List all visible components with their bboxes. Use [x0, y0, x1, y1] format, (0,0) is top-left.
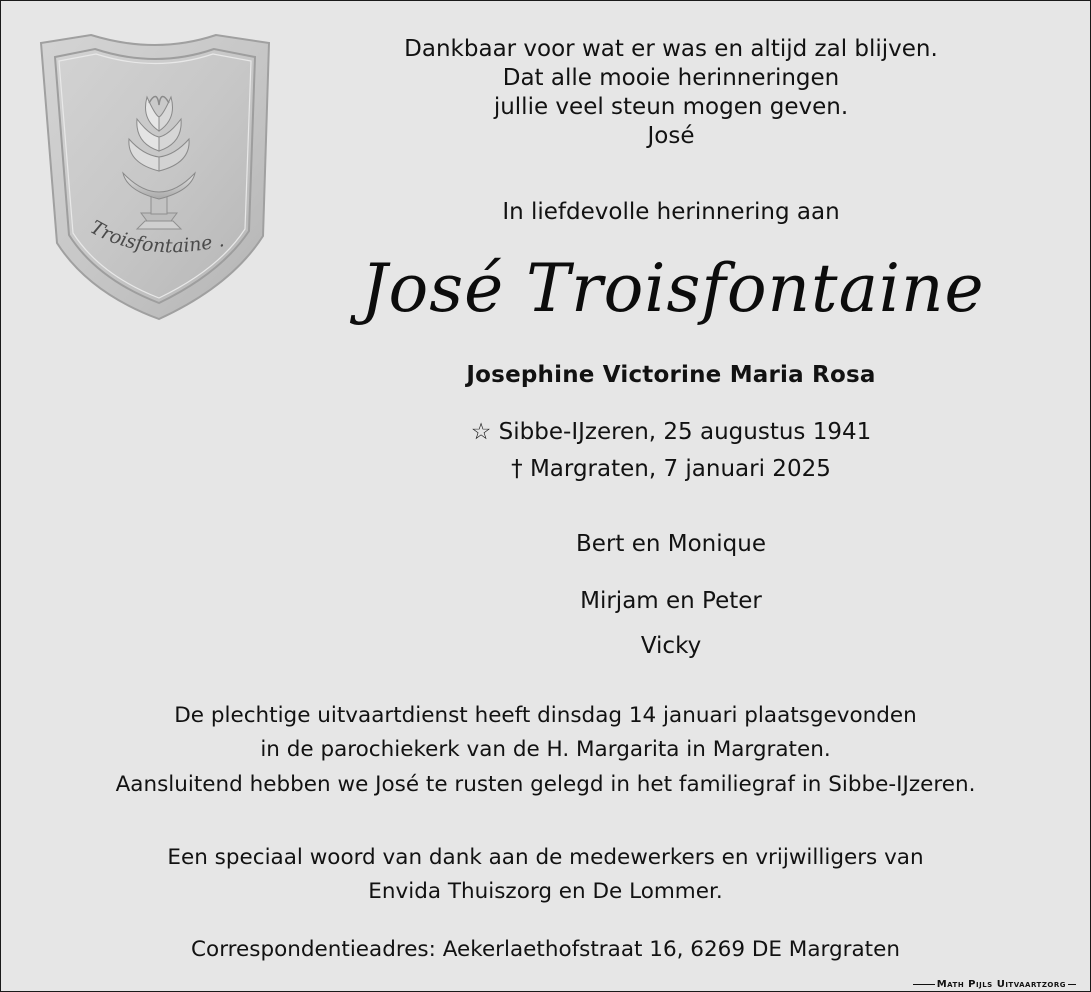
service-line-1: De plechtige uitvaartdienst heeft dinsdag 14 januari plaatsgevonden	[174, 703, 917, 728]
thanks-line-1: Een speciaal woord van dank aan de medewerkers en vrijwilligers van	[167, 845, 924, 870]
correspondence-address: Correspondentieadres: Aekerlaethofstraat 16, 6269 DE Margraten	[191, 937, 900, 962]
given-names: Josephine Victorine Maria Rosa	[466, 362, 876, 388]
crest-inscription: Troisfontaine .	[86, 216, 227, 258]
verse-line-1: Dankbaar voor wat er was en altijd zal blijven.	[404, 36, 938, 62]
verse-signature: José	[647, 123, 695, 149]
verse-line-2: Dat alle mooie herinneringen	[502, 65, 840, 91]
birth-line: ☆ Sibbe-IJzeren, 25 augustus 1941	[470, 419, 872, 445]
family-line-2: Mirjam en Peter	[580, 588, 762, 614]
verse-line-3: jullie veel steun mogen geven.	[493, 94, 849, 120]
family-line-1: Bert en Monique	[576, 531, 766, 557]
family-line-3: Vicky	[640, 633, 702, 659]
funeral-home-brand: Math Pijls Uitvaartzorg	[913, 979, 1076, 990]
deceased-name: José Troisfontaine	[361, 250, 985, 327]
memorial-intro: In liefdevolle herinnering aan	[502, 199, 840, 225]
service-line-3: Aansluitend hebben we José te rusten gelegd in het familiegraf in Sibbe-IJzeren.	[115, 772, 976, 797]
death-line: † Margraten, 7 januari 2025	[511, 456, 831, 482]
service-line-2: in de parochiekerk van de H. Margarita in Margraten.	[260, 737, 831, 762]
thanks-line-2: Envida Thuiszorg en De Lommer.	[368, 879, 723, 904]
family-crest-shield	[31, 31, 281, 331]
